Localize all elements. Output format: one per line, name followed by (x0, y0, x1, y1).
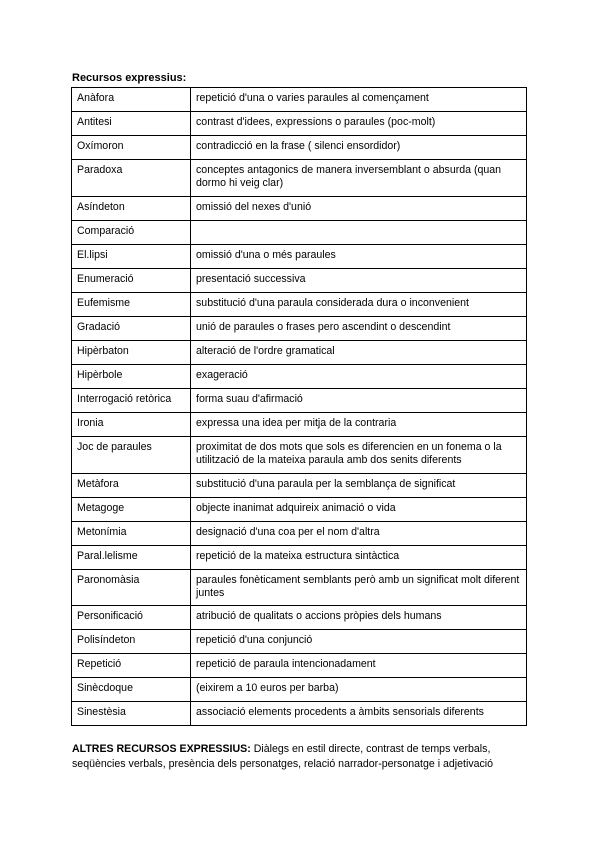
table-row (72, 678, 527, 702)
term-cell: Comparació (72, 220, 191, 244)
definition-cell: substitució d'una paraula per la semblança de significat (191, 473, 527, 497)
definition-cell: associació elements procedents a àmbits sensorials diferents (191, 702, 527, 726)
table-row (72, 316, 527, 340)
term-cell: Sinècdoque (72, 678, 191, 702)
table-row (72, 702, 527, 726)
term-cell: El.lipsi (72, 244, 191, 268)
definition-cell: omissió d'una o més paraules (191, 244, 527, 268)
term-cell: Paradoxa (72, 160, 191, 197)
table-row (72, 160, 527, 197)
definition-cell: substitució d'una paraula considerada dura o inconvenient (191, 292, 527, 316)
term-cell: Hipèrbaton (72, 340, 191, 364)
table-row (72, 112, 527, 136)
table-row (72, 364, 527, 388)
definition-cell: repetició de paraula intencionadament (191, 654, 527, 678)
definition-cell: contradicció en la frase ( silenci ensordidor) (191, 136, 527, 160)
definition-cell: presentació successiva (191, 268, 527, 292)
other-resources-text: Diàlegs en estil directe, contrast de temps verbals, seqüències verbals, presència dels personatges, relació narrador-personatge i adjetivació (72, 743, 494, 770)
definition-cell: contrast d'idees, expressions o paraules (poc-molt) (191, 112, 527, 136)
table-row (72, 654, 527, 678)
definition-cell: (eixirem a 10 euros per barba) (191, 678, 527, 702)
table-row (72, 630, 527, 654)
term-cell: Joc de paraules (72, 436, 191, 473)
table-row (72, 436, 527, 473)
term-cell: Anàfora (72, 88, 191, 112)
definition-cell: exageració (191, 364, 527, 388)
definition-cell: conceptes antagonics de manera inversemblant o absurda (quan dormo hi veig clar) (191, 160, 527, 197)
term-cell: Personificació (72, 606, 191, 630)
term-cell: Metonímia (72, 521, 191, 545)
term-cell: Eufemisme (72, 292, 191, 316)
term-cell: Paral.lelisme (72, 545, 191, 569)
definition-cell: repetició d'una conjunció (191, 630, 527, 654)
term-cell: Asíndeton (72, 196, 191, 220)
definition-cell: unió de paraules o frases pero ascendint o descendint (191, 316, 527, 340)
term-cell: Metagoge (72, 497, 191, 521)
term-cell: Polisíndeton (72, 630, 191, 654)
page-title: Recursos expressius: (72, 72, 187, 84)
table-row (72, 473, 527, 497)
definition-cell: repetició de la mateixa estructura sintàctica (191, 545, 527, 569)
definition-cell: objecte inanimat adquireix animació o vida (191, 497, 527, 521)
table-row (72, 412, 527, 436)
term-cell: Hipèrbole (72, 364, 191, 388)
table-row (72, 220, 527, 244)
definition-cell: repetició d'una o varies paraules al començament (191, 88, 527, 112)
definition-cell: expressa una idea per mitja de la contraria (191, 412, 527, 436)
table-row (72, 88, 527, 112)
definition-cell: proximitat de dos mots que sols es diferencien en un fonema o la utilització de la mateixa paraula amb dos senits diferents (191, 436, 527, 473)
term-cell: Enumeració (72, 268, 191, 292)
other-resources-paragraph (72, 742, 532, 772)
table-row (72, 292, 527, 316)
term-cell: Interrogació retòrica (72, 388, 191, 412)
table-row (72, 340, 527, 364)
term-cell: Sinestèsia (72, 702, 191, 726)
term-cell: Oxímoron (72, 136, 191, 160)
definition-cell: forma suau d'afirmació (191, 388, 527, 412)
resources-table (71, 87, 527, 726)
term-cell: Gradació (72, 316, 191, 340)
definition-cell (191, 220, 527, 244)
definition-cell: paraules fonèticament semblants però amb un significat molt diferent juntes (191, 569, 527, 606)
table-row (72, 244, 527, 268)
table-row (72, 268, 527, 292)
term-cell: Repetició (72, 654, 191, 678)
table-row (72, 521, 527, 545)
table-row (72, 388, 527, 412)
table-row (72, 569, 527, 606)
table-row (72, 497, 527, 521)
definition-cell: omissió del nexes d'unió (191, 196, 527, 220)
term-cell: Metàfora (72, 473, 191, 497)
definition-cell: designació d'una coa per el nom d'altra (191, 521, 527, 545)
term-cell: Antitesi (72, 112, 191, 136)
table-row (72, 196, 527, 220)
definition-cell: alteració de l'ordre gramatical (191, 340, 527, 364)
table-row (72, 136, 527, 160)
term-cell: Ironia (72, 412, 191, 436)
term-cell: Paronomàsia (72, 569, 191, 606)
table-row (72, 545, 527, 569)
definition-cell: atribució de qualitats o accions pròpies dels humans (191, 606, 527, 630)
other-resources-heading: ALTRES RECURSOS EXPRESSIUS: (72, 743, 251, 755)
table-row (72, 606, 527, 630)
